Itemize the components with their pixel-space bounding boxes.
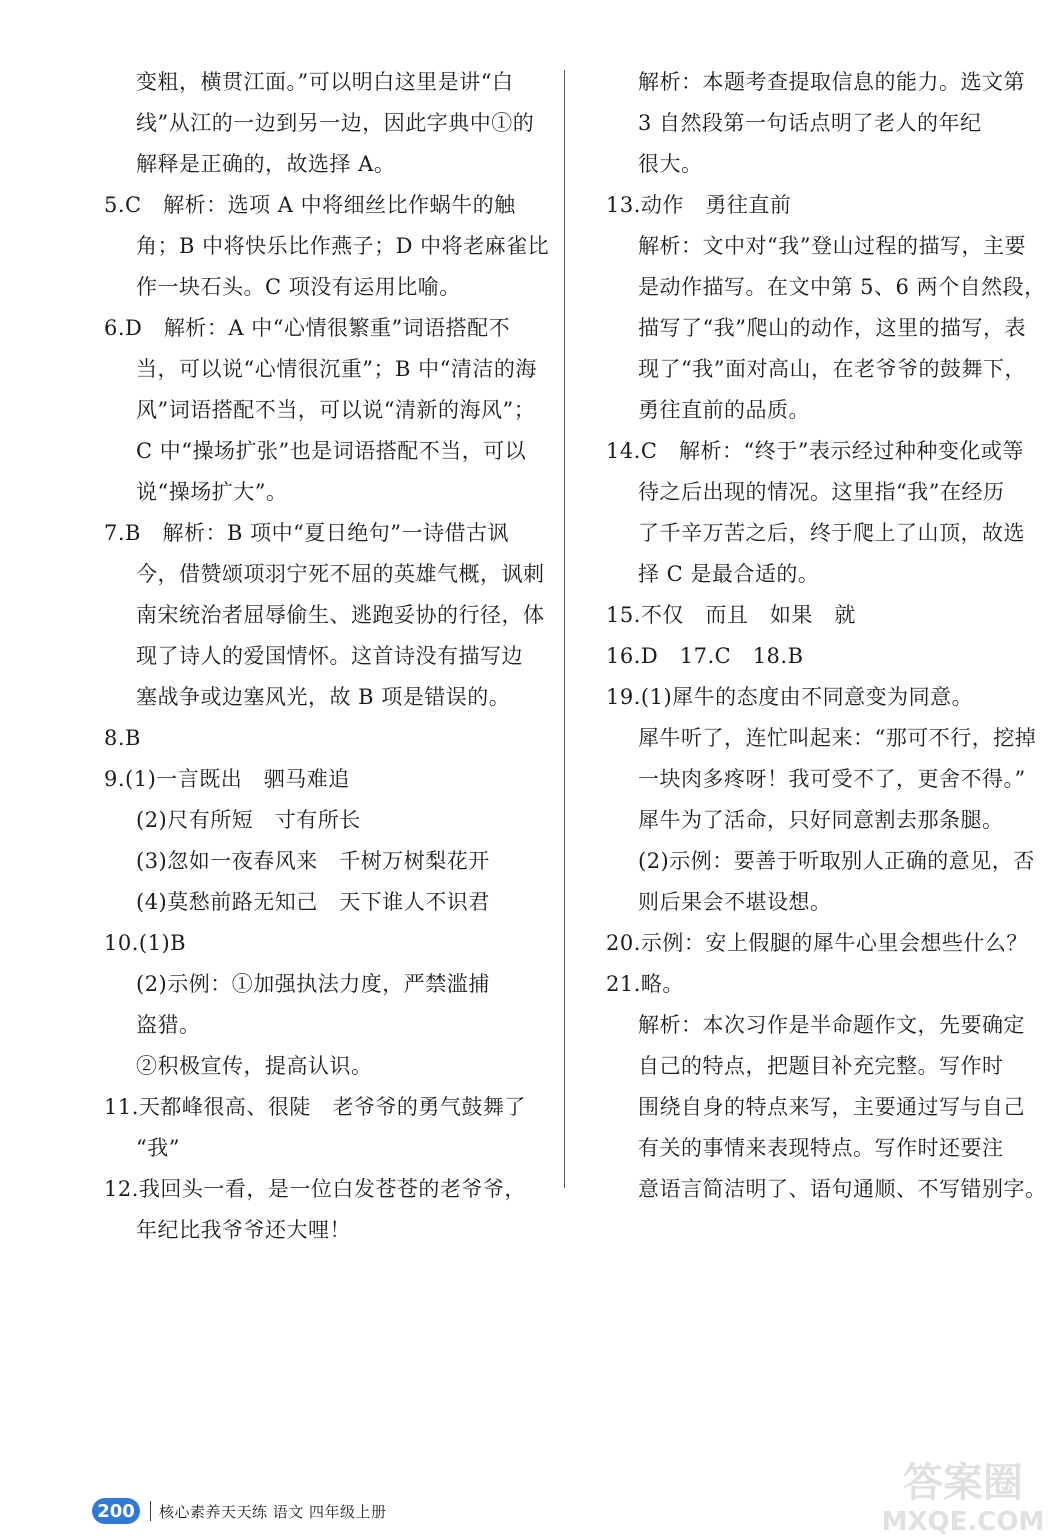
- right-column: [606, 62, 1048, 1210]
- text-line: (2)示例：要善于听取别人正确的意见，否: [638, 849, 1035, 873]
- text-line: 19.(1)犀牛的态度由不同意变为同意。: [606, 685, 974, 709]
- text-line: 作一块石头。C 项没有运用比喻。: [136, 275, 461, 299]
- text-line: 今，借赞颂项羽宁死不屈的英雄气概，讽刺: [136, 562, 545, 586]
- text-line: 8.B: [104, 726, 141, 750]
- text-line: 围绕自身的特点来写，主要通过写与自己: [638, 1095, 1025, 1119]
- page-footer: [92, 1497, 387, 1525]
- text-line: 6.D 解析：A 中“心情很繁重”词语搭配不: [104, 316, 511, 340]
- text-line: 13.动作 勇往直前: [606, 193, 792, 217]
- text-line: 21.略。: [606, 972, 684, 996]
- text-line: 角；B 中将快乐比作燕子；D 中将老麻雀比: [136, 234, 550, 258]
- text-line: 14.C 解析：“终于”表示经过种种变化或等: [606, 439, 1024, 463]
- text-line: 20.示例：安上假腿的犀牛心里会想些什么？: [606, 931, 1028, 955]
- text-line: 了千辛万苦之后，终于爬上了山顶，故选: [638, 521, 1025, 545]
- text-line: (2)尺有所短 寸有所长: [136, 808, 361, 832]
- text-line: 解析：本题考查提取信息的能力。选文第: [638, 70, 1025, 94]
- text-line: 描写了“我”爬山的动作，这里的描写，表: [638, 316, 1026, 340]
- text-line: 说“操场扩大”。: [136, 480, 288, 504]
- text-line: 现了诗人的爱国情怀。这首诗没有描写边: [136, 644, 523, 668]
- text-line: 线”从江的一边到另一边，因此字典中①的: [136, 111, 535, 135]
- text-line: 3 自然段第一句话点明了老人的年纪: [638, 111, 982, 135]
- text-line: 当，可以说“心情很沉重”；B 中“清洁的海: [136, 357, 537, 381]
- text-line: 11.天都峰很高、很陡 老爷爷的勇气鼓舞了: [104, 1095, 526, 1119]
- text-line: 犀牛为了活命，只好同意割去那条腿。: [638, 808, 1004, 832]
- text-line: 犀牛听了，连忙叫起来：“那可不行，挖掉: [638, 726, 1037, 750]
- text-line: 盗猎。: [136, 1013, 201, 1037]
- text-line: (4)莫愁前路无知己 天下谁人不识君: [136, 890, 490, 914]
- column-divider: [564, 70, 565, 1188]
- text-line: 风”词语搭配不当，可以说“清新的海风”；: [136, 398, 536, 422]
- text-line: ②积极宣传，提高认识。: [136, 1054, 373, 1078]
- text-line: 16.D 17.C 18.B: [606, 644, 804, 668]
- text-line: 有关的事情来表现特点。写作时还要注: [638, 1136, 1004, 1160]
- text-line: 很大。: [638, 152, 703, 176]
- text-line: 则后果会不堪设想。: [638, 890, 832, 914]
- left-column: [104, 62, 556, 1251]
- text-line: (3)忽如一夜春风来 千树万树梨花开: [136, 849, 490, 873]
- text-line: 解析：本次习作是半命题作文，先要确定: [638, 1013, 1025, 1037]
- watermark-top-text: 答案圈: [903, 1460, 1023, 1506]
- text-line: 一块肉多疼呀！我可受不了，更舍不得。”: [638, 767, 1026, 791]
- text-line: 解释是正确的，故选择 A。: [136, 152, 396, 176]
- text-line: 7.B 解析：B 项中“夏日绝句”一诗借古讽: [104, 521, 510, 545]
- text-line: 勇往直前的品质。: [638, 398, 810, 422]
- text-line: 待之后出现的情况。这里指“我”在经历: [638, 480, 1005, 504]
- text-line: 自己的特点，把题目补充完整。写作时: [638, 1054, 1004, 1078]
- page-number: 200: [92, 1498, 140, 1524]
- book-title: 核心素养天天练 语文 四年级上册: [159, 1502, 387, 1521]
- text-line: 变粗，横贯江面。”可以明白这里是讲“白: [136, 70, 514, 94]
- text-line: 10.(1)B: [104, 931, 187, 955]
- text-line: 南宋统治者屈辱偷生、逃跑妥协的行径，体: [136, 603, 545, 627]
- text-line: 12.我回头一看，是一位白发苍苍的老爷爷，: [104, 1177, 526, 1201]
- text-line: 5.C 解析：选项 A 中将细丝比作蜗牛的触: [104, 193, 516, 217]
- text-line: 意语言简洁明了、语句通顺、不写错别字。: [638, 1177, 1047, 1201]
- text-line: C 中“操场扩张”也是词语搭配不当，可以: [136, 439, 527, 463]
- text-line: 塞战争或边塞风光，故 B 项是错误的。: [136, 685, 511, 709]
- text-line: 15.不仅 而且 如果 就: [606, 603, 856, 627]
- text-line: (2)示例：①加强执法力度，严禁滥捕: [136, 972, 490, 996]
- text-line: “我”: [136, 1136, 180, 1160]
- text-line: 择 C 是最合适的。: [638, 562, 820, 586]
- footer-separator: [150, 1501, 151, 1521]
- text-line: 是动作描写。在文中第 5、6 两个自然段，: [638, 275, 1046, 299]
- text-line: 年纪比我爷爷还大哩！: [136, 1218, 351, 1242]
- text-line: 现了“我”面对高山，在老爷爷的鼓舞下，: [638, 357, 1026, 381]
- text-line: 解析：文中对“我”登山过程的描写，主要: [638, 234, 1026, 258]
- watermark-bottom-text: MXQE.COM: [881, 1507, 1045, 1536]
- text-line: 9.(1)一言既出 驷马难追: [104, 767, 350, 791]
- watermark-logo: [868, 1452, 1058, 1536]
